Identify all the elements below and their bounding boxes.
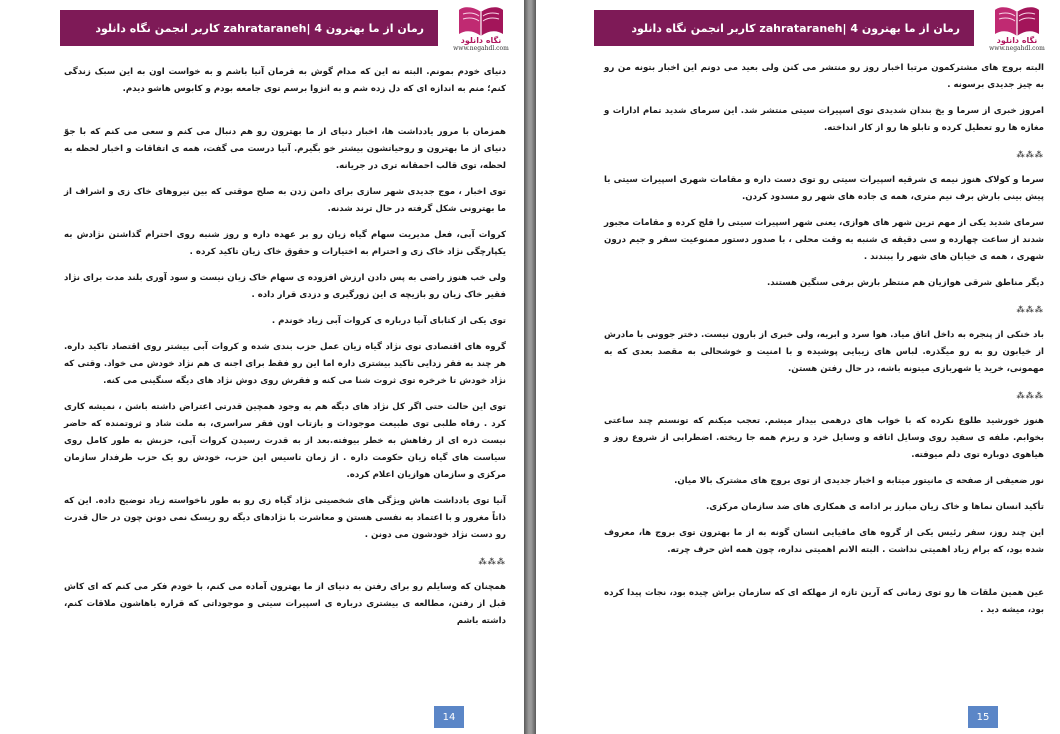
paragraph: امروز خبری از سرما و یخ بندان شدیدی توی اسپیرات سیتی منتشر شد. این سرمای شدید تمام ادارات و مغازه ها رو تعطیل کرده و تابلو ها رو از کار انداخته. <box>604 106 1044 133</box>
page-body <box>64 64 506 639</box>
paragraph: دیگر مناطق شرقی هوازیان هم منتظر بارش برفی سنگین هستند. <box>766 278 1044 288</box>
header-title: رمان از ما بهترون 4 |zahrataraneh کاربر انجمن نگاه دانلود <box>95 21 424 35</box>
paragraph: توی اخبار ، موج جدیدی شهر سازی برای دامن زدن به صلح موقتی که بین نیروهای خاک زی و اشراف از ما بهترونی شکل گرفته در حال ترند شدنه. <box>64 187 506 214</box>
logo-url: www.negahdl.com <box>453 45 509 52</box>
logo-name: نگاه دانلود <box>996 36 1038 45</box>
paragraph: این چند روز، سفر رئیس یکی از گروه های مافیایی انسان گونه به از ما بهترون توی بروج ها، معروف شده بود، که برام زیاد اهمیتی نداشت . البته الانم اهمیتی نداره، چون همه اش حرف چرته. <box>604 528 1044 555</box>
page-15 <box>536 0 1060 734</box>
book-icon <box>457 4 505 38</box>
paragraph: سرمای شدید یکی از مهم ترین شهر های هوازی، یعنی شهر اسپیرات سیتی را فلج کرده و مقامات مجبور شدند از ساعت چهارده و سی دقیقه ی شنبه به وقت محلی ، با صدور دستور ممنوعیت سفر و جیم درون شهری ، همه ی خیابان های شهر را ببندند . <box>604 218 1044 262</box>
paragraph: آنیا توی یادداشت هاش ویژگی های شخصیتی نژاد گیاه زی رو به طور ناخواسته زیاد توضیح داده. این که ذاتاً مغرور و با اعتماد به نفسی هستن و معاشرت با نژادهای دیگه رو ریسک نمی دونن چون در حال قدرت رو دست نژاد خودشون می دونن . <box>64 496 506 540</box>
page-header <box>60 10 438 46</box>
paragraph: هنوز خورشید طلوع نکرده که با خواب های درهمی بیدار میشم. تعجب میکنم که تونستم چند ساعتی بخوابم. ملفه ی سفید روی وسایل اتاقه و وسایل خرد و ریزم همه جا ریخته. اضطرابی از شروع روز و هیاهوی دوباره توی دلم میوفته. <box>604 416 1044 460</box>
section-separator: ⁂⁂⁂ <box>1016 391 1044 400</box>
paragraph: همچنان که وسایلم رو برای رفتن به دنیای از ما بهترون آماده می کنم، با خودم فکر می کنم که ای کاش قبل از رفتن، مطالعه ی بیشتری درباره ی اسپیرات سیتی و موجوداتی که قراره باهاشون ملاقات کنم، داشته باشم <box>64 582 506 626</box>
page-number: 15 <box>968 706 998 728</box>
page-14 <box>0 0 524 734</box>
paragraph: البته بروج های مشترکمون مرتبا اخبار روز رو منتشر می کنن ولی بعید می دونم این اخبار بتونه من رو به چیز جدیدی برسونه . <box>604 63 1044 90</box>
section-separator: ⁂⁂⁂ <box>1016 305 1044 314</box>
paragraph: کروات آبی، فعل مدیریت سهام گیاه زیان رو بر عهده داره و روز شنبه روی احترام گذاشتن نژادش به یکپارچگی نژاد خاک زی و احترام به اختیارات و حقوق خاک زیان تاکید کرده . <box>64 230 506 257</box>
section-separator: ⁂⁂⁂ <box>1016 150 1044 159</box>
book-icon <box>993 4 1041 38</box>
page-number: 14 <box>434 706 464 728</box>
logo-url: www.negahdl.com <box>989 45 1045 52</box>
site-logo <box>978 4 1056 60</box>
header-title: رمان از ما بهترون 4 |zahrataraneh کاربر انجمن نگاه دانلود <box>631 21 960 35</box>
paragraph: همزمان با مرور یادداشت ها، اخبار دنیای از ما بهترون رو هم دنبال می کنم و سعی می کنم که با جوّ دنیای از ما بهترون و روحیاتشون بیشتر خو بگیرم. آنیا درست می گفت، همه ی اتفاقات و اخبار لحظه به لحظه، توی قالب احمقانه تری در جریانه. <box>64 127 506 171</box>
paragraph: گروه های اقتصادی توی نژاد گیاه زیان عمل حزب بندی شده و کروات آبی بیشتر روی اقتصاد تاکید داره. هر چند به فقر زدایی تاکید بیشتری داره اما این رو فقط برای اجنه ی هم نژاد خودش می خواد. وقتی که نژاد خودش تا خرخره توی ثروت شنا می کنه و فقرش روی دوش نژاد های دیگه سنگینی می کنه. <box>64 342 506 386</box>
book-gutter <box>524 0 536 734</box>
page-body <box>604 60 1044 628</box>
paragraph: تأکید انسان نماها و خاک زیان مبارز بر ادامه ی همکاری های ضد سازمان مرکزی. <box>706 502 1044 512</box>
paragraph: نور ضعیفی از صفحه ی مانیتور میتابه و اخبار جدیدی از توی بروج های مشترک بالا میان. <box>674 476 1044 486</box>
site-logo <box>442 4 520 60</box>
paragraph: ولی خب هنوز راضی به پس دادن ارزش افزوده ی سهام خاک زیان نیست و سود آوری بلند مدت برای نژاد فقیر خاک زیان رو بازیچه ی این زورگیری و دزدی قرار داده . <box>64 273 506 300</box>
paragraph: سرما و کولاک هنوز نیمه ی شرقیه اسپیرات سیتی رو توی دست داره و مقامات شهری اسپیرات سیتی با پیش بینی بارش برف نیم متری، همه ی جاده های شهر رو مسدود کردن. <box>604 175 1044 202</box>
paragraph: باد خنکی از پنجره به داخل اتاق میاد. هوا سرد و ابریه، ولی خبری از بارون نیست. دختر جوونی با مادرش از خیابون رو به رو میگذره. لباس های زیبایی پوشیده و با امنیت و خوشحالی به مقصد بعدی که به مهمونی، خرید یا شهربازی میتونه باشه، در حال رفتن هستن. <box>604 330 1044 374</box>
paragraph: توی این حالت حتی اگر کل نژاد های دیگه هم به وجود همچین قدرتی اعتراض داشته باشن ، نمیشه کاری کرد . رفاه طلبی توی طبیعت موجودات و بازتاب اون فقر سراسری، به ملت شاد و ثروتمنده که حاضر نیست ذره ای از رفاهش به خطر بیوفته.بعد از به قدرت رسیدن کروات آبی، حزبش به طور کامل روی سیاست های گیاه زیان حکومت داره . از زمان تاسیس این حزب، خودش رو یک حزب طرفدار سازمان مرکزی و سازمان هوازیان اعلام کرده. <box>64 402 506 480</box>
section-separator: ⁂⁂⁂ <box>478 557 506 566</box>
paragraph: دنیای خودم بمونم. البته نه این که مدام گوش به فرمان آنیا باشم و به خواست اون به این سبک زندگی کنم؛ منم به اندازه ای که دل زده شم و به انزوا برسم توی جامعه بودم و کابوس هاشو دیدم. <box>64 67 506 94</box>
paragraph: توی یکی از کتابای آنیا درباره ی کروات آبی زیاد خوندم . <box>271 316 506 326</box>
logo-name: نگاه دانلود <box>460 36 502 45</box>
page-header <box>594 10 974 46</box>
paragraph: عین همین ملقات ها رو توی زمانی که آرین تازه از مهلکه ای که سازمان براش چیده بود، نجات پیدا کرده بود، میشه دید . <box>604 588 1044 615</box>
